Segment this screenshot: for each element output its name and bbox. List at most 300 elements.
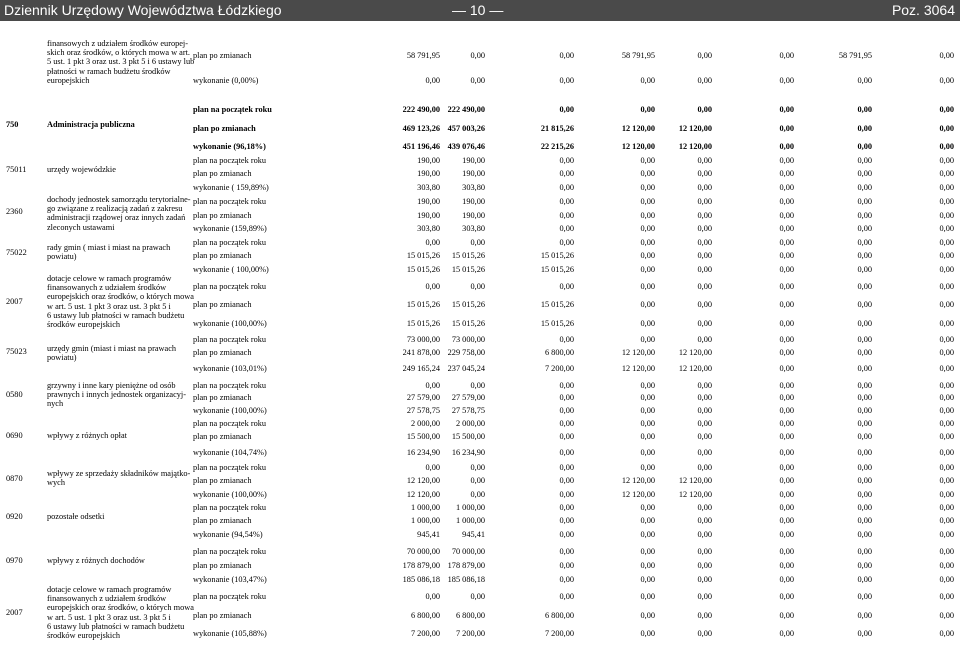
row-value: 0,00 <box>640 516 655 525</box>
row-value: 0,00 <box>697 575 712 584</box>
section-name-line: Administracja publiczna <box>47 120 135 129</box>
row-value: 15 015,26 <box>451 251 485 260</box>
row-value: 0,00 <box>779 251 794 260</box>
row-value: 222 490,00 <box>447 105 485 114</box>
row-value: 0,00 <box>857 224 872 233</box>
row-value: 0,00 <box>779 51 794 60</box>
row-value: 469 123,26 <box>402 124 440 133</box>
row-value: 0,00 <box>779 197 794 206</box>
row-value: 0,00 <box>559 448 574 457</box>
row-value: 0,00 <box>640 183 655 192</box>
row-value: 0,00 <box>939 124 954 133</box>
page-number: — 10 — <box>452 2 504 18</box>
row-value: 0,00 <box>640 448 655 457</box>
row-value: 0,00 <box>697 406 712 415</box>
row-value: 0,00 <box>559 463 574 472</box>
row-label: plan na początek roku <box>193 238 267 247</box>
section-name-line: go związane z realizacją zadań z zakresu <box>47 204 183 214</box>
row-value: 0,00 <box>559 432 574 441</box>
row-label: wykonanie (105,88%) <box>193 629 267 638</box>
row-value: 0,00 <box>697 561 712 570</box>
section-name-line: europejskich oraz środków, o których mowa <box>47 292 194 302</box>
row-value: 0,00 <box>425 282 440 291</box>
row-value: 0,00 <box>939 575 954 584</box>
row-value: 0,00 <box>857 381 872 390</box>
row-value: 0,00 <box>640 282 655 291</box>
row-value: 190,00 <box>417 156 440 165</box>
row-value: 178 879,00 <box>402 561 440 570</box>
row-label: plan na początek roku <box>193 282 267 291</box>
row-value: 0,00 <box>640 629 655 638</box>
row-label: wykonanie (100,00%) <box>193 319 267 328</box>
row-value: 0,00 <box>857 364 872 373</box>
row-value: 12 120,00 <box>678 142 712 151</box>
row-value: 22 215,26 <box>540 142 574 151</box>
position-number: Poz. 3064 <box>891 2 955 18</box>
row-value: 0,00 <box>939 265 954 274</box>
row-value: 0,00 <box>470 490 485 499</box>
row-value: 178 879,00 <box>447 561 485 570</box>
row-label: plan na początek roku <box>193 592 267 601</box>
row-value: 0,00 <box>559 406 574 415</box>
section-code: 0690 <box>6 431 23 440</box>
row-value: 0,00 <box>559 335 574 344</box>
row-value: 0,00 <box>939 335 954 344</box>
row-value: 0,00 <box>559 76 574 85</box>
row-value: 12 120,00 <box>678 490 712 499</box>
row-value: 0,00 <box>857 169 872 178</box>
row-value: 0,00 <box>857 251 872 260</box>
row-value: 12 120,00 <box>621 364 655 373</box>
section-code: 2360 <box>6 207 23 216</box>
row-value: 27 578,75 <box>451 406 485 415</box>
row-label: plan po zmianach <box>193 561 252 570</box>
row-value: 15 015,26 <box>451 265 485 274</box>
row-value: 0,00 <box>697 448 712 457</box>
row-value: 190,00 <box>417 169 440 178</box>
row-value: 12 120,00 <box>406 476 440 485</box>
row-label: wykonanie (94,54%) <box>193 530 263 539</box>
row-value: 0,00 <box>939 547 954 556</box>
row-value: 0,00 <box>697 432 712 441</box>
row-value: 0,00 <box>939 364 954 373</box>
row-value: 0,00 <box>779 335 794 344</box>
row-value: 0,00 <box>779 381 794 390</box>
row-value: 303,80 <box>417 183 440 192</box>
row-value: 0,00 <box>779 183 794 192</box>
row-value: 0,00 <box>779 419 794 428</box>
row-label: plan po zmianach <box>193 393 252 402</box>
page-header <box>0 0 960 21</box>
row-label: wykonanie (104,74%) <box>193 448 267 457</box>
section-code: 750 <box>6 120 19 129</box>
section-name-line: powiatu) <box>47 252 77 262</box>
row-value: 0,00 <box>779 592 794 601</box>
row-value: 0,00 <box>857 319 872 328</box>
row-value: 0,00 <box>559 211 574 220</box>
row-value: 0,00 <box>697 516 712 525</box>
row-label: wykonanie (103,01%) <box>193 364 267 373</box>
section-name-line: wpływy z różnych dochodów <box>47 556 145 565</box>
row-value: 0,00 <box>697 335 712 344</box>
row-value: 0,00 <box>640 530 655 539</box>
row-value: 0,00 <box>697 265 712 274</box>
row-value: 0,00 <box>939 490 954 499</box>
row-value: 190,00 <box>462 156 485 165</box>
row-value: 0,00 <box>697 592 712 601</box>
row-value: 0,00 <box>939 516 954 525</box>
row-value: 0,00 <box>779 238 794 247</box>
row-value: 0,00 <box>939 224 954 233</box>
section-name-line: 6 ustawy lub płatności w ramach budżetu <box>47 621 185 631</box>
section-name-line: wpływy ze sprzedaży składników majątko- <box>47 469 191 478</box>
row-value: 0,00 <box>939 319 954 328</box>
row-value: 0,00 <box>939 611 954 620</box>
row-value: 0,00 <box>857 282 872 291</box>
section-name-line: dotacje celowe w ramach programów <box>47 585 172 594</box>
row-value: 0,00 <box>697 76 712 85</box>
row-value: 58 791,95 <box>621 51 655 60</box>
row-label: wykonanie (159,89%) <box>193 224 267 233</box>
row-label: plan na początek roku <box>193 381 267 390</box>
row-value: 0,00 <box>697 611 712 620</box>
row-value: 0,00 <box>425 76 440 85</box>
row-value: 0,00 <box>640 575 655 584</box>
row-label: wykonanie ( 159,89%) <box>193 183 269 192</box>
row-value: 0,00 <box>559 419 574 428</box>
row-value: 0,00 <box>857 530 872 539</box>
row-value: 0,00 <box>939 211 954 220</box>
section-code: 75011 <box>6 165 27 174</box>
section-name-line: powiatu) <box>47 353 77 363</box>
section-name-line: wych <box>47 478 65 488</box>
row-value: 0,00 <box>697 629 712 638</box>
row-value: 0,00 <box>559 224 574 233</box>
row-value: 0,00 <box>779 490 794 499</box>
row-value: 0,00 <box>470 282 485 291</box>
row-value: 7 200,00 <box>544 364 574 373</box>
row-value: 2 000,00 <box>455 419 485 428</box>
row-label: plan na początek roku <box>193 105 272 114</box>
row-value: 0,00 <box>559 490 574 499</box>
row-value: 0,00 <box>697 393 712 402</box>
section-name-line: dotacje celowe w ramach programów <box>47 274 172 283</box>
row-value: 0,00 <box>939 393 954 402</box>
row-value: 451 196,46 <box>402 142 440 151</box>
row-value: 12 120,00 <box>406 490 440 499</box>
row-value: 0,00 <box>559 592 574 601</box>
row-label: plan po zmianach <box>193 169 252 178</box>
row-value: 0,00 <box>939 348 954 357</box>
row-value: 0,00 <box>857 516 872 525</box>
row-label: wykonanie (100,00%) <box>193 490 267 499</box>
section-name-line: płatności w ramach budżetu środków <box>47 66 171 76</box>
row-value: 0,00 <box>939 592 954 601</box>
row-label: plan po zmianach <box>193 51 252 60</box>
row-value: 0,00 <box>640 561 655 570</box>
section-code: 75023 <box>6 347 27 356</box>
row-value: 0,00 <box>425 463 440 472</box>
row-value: 0,00 <box>779 124 794 133</box>
row-value: 0,00 <box>939 629 954 638</box>
row-value: 27 579,00 <box>406 393 440 402</box>
row-label: plan na początek roku <box>193 419 267 428</box>
row-value: 0,00 <box>779 364 794 373</box>
row-value: 0,00 <box>697 251 712 260</box>
section-name-line: urzędy gmin (miast i miast na prawach <box>47 344 177 353</box>
row-value: 0,00 <box>640 224 655 233</box>
row-value: 0,00 <box>470 476 485 485</box>
row-value: 27 578,75 <box>406 406 440 415</box>
row-value: 21 815,26 <box>540 124 574 133</box>
row-value: 0,00 <box>779 516 794 525</box>
row-value: 0,00 <box>559 516 574 525</box>
row-value: 0,00 <box>697 530 712 539</box>
row-value: 15 015,26 <box>451 319 485 328</box>
row-value: 0,00 <box>779 611 794 620</box>
row-value: 0,00 <box>640 432 655 441</box>
row-label: plan na początek roku <box>193 463 267 472</box>
section-name-line: 5 ust. 1 pkt 3 oraz ust. 3 pkt 5 i 6 ustawy lub <box>47 57 195 67</box>
row-value: 0,00 <box>779 105 794 114</box>
section-name-line: nych <box>47 399 64 409</box>
section-name-line: prawnych i innych jednostek organizacyj- <box>47 390 187 400</box>
row-value: 0,00 <box>779 629 794 638</box>
row-value: 73 000,00 <box>451 335 485 344</box>
row-label: plan na początek roku <box>193 197 267 206</box>
row-value: 0,00 <box>559 105 574 114</box>
row-label: wykonanie ( 100,00%) <box>193 265 269 274</box>
row-value: 0,00 <box>779 503 794 512</box>
section-name-line: 6 ustawy lub płatności w ramach budżetu <box>47 310 185 320</box>
row-value: 12 120,00 <box>678 124 712 133</box>
row-value: 0,00 <box>857 105 872 114</box>
row-value: 0,00 <box>857 476 872 485</box>
section-name-line: finansowych z udziałem środków europej- <box>47 39 189 48</box>
section-code: 0580 <box>6 390 23 399</box>
row-label: plan na początek roku <box>193 547 267 556</box>
row-value: 0,00 <box>779 432 794 441</box>
row-value: 0,00 <box>857 463 872 472</box>
row-value: 0,00 <box>857 575 872 584</box>
row-label: plan na początek roku <box>193 335 267 344</box>
row-value: 16 234,90 <box>406 448 440 457</box>
row-value: 0,00 <box>857 561 872 570</box>
row-value: 0,00 <box>640 105 655 114</box>
row-value: 15 015,26 <box>406 300 440 309</box>
row-value: 0,00 <box>470 463 485 472</box>
row-value: 0,00 <box>857 142 872 151</box>
row-value: 0,00 <box>939 300 954 309</box>
row-value: 0,00 <box>697 105 712 114</box>
row-label: plan po zmianach <box>193 476 252 485</box>
row-value: 0,00 <box>697 381 712 390</box>
row-value: 15 015,26 <box>540 265 574 274</box>
row-value: 0,00 <box>559 51 574 60</box>
row-value: 0,00 <box>697 197 712 206</box>
row-value: 0,00 <box>697 156 712 165</box>
section-name-line: skich oraz środków, o których mowa w art. <box>47 48 191 58</box>
row-value: 439 076,46 <box>447 142 485 151</box>
row-value: 12 120,00 <box>678 348 712 357</box>
row-value: 0,00 <box>425 381 440 390</box>
row-value: 0,00 <box>939 251 954 260</box>
row-value: 0,00 <box>640 169 655 178</box>
row-value: 0,00 <box>857 393 872 402</box>
row-value: 0,00 <box>857 419 872 428</box>
row-value: 0,00 <box>640 611 655 620</box>
row-value: 185 086,18 <box>402 575 440 584</box>
row-value: 0,00 <box>470 381 485 390</box>
row-value: 0,00 <box>939 503 954 512</box>
row-value: 15 015,26 <box>540 319 574 328</box>
row-label: plan po zmianach <box>193 348 252 357</box>
row-value: 0,00 <box>779 476 794 485</box>
row-value: 0,00 <box>697 169 712 178</box>
row-value: 70 000,00 <box>406 547 440 556</box>
row-value: 0,00 <box>857 156 872 165</box>
row-value: 0,00 <box>779 224 794 233</box>
row-value: 7 200,00 <box>544 629 574 638</box>
row-label: plan po zmianach <box>193 300 252 309</box>
row-value: 0,00 <box>779 319 794 328</box>
row-value: 58 791,95 <box>838 51 872 60</box>
row-value: 12 120,00 <box>621 348 655 357</box>
row-value: 0,00 <box>857 503 872 512</box>
section-code: 2007 <box>6 608 23 617</box>
row-value: 0,00 <box>857 629 872 638</box>
row-value: 0,00 <box>470 592 485 601</box>
row-value: 0,00 <box>640 265 655 274</box>
row-value: 0,00 <box>640 406 655 415</box>
row-value: 0,00 <box>779 463 794 472</box>
row-value: 0,00 <box>857 238 872 247</box>
row-value: 0,00 <box>939 197 954 206</box>
row-value: 0,00 <box>779 211 794 220</box>
row-value: 6 800,00 <box>544 348 574 357</box>
row-value: 0,00 <box>559 282 574 291</box>
row-label: wykonanie (100,00%) <box>193 406 267 415</box>
row-value: 0,00 <box>559 503 574 512</box>
row-value: 0,00 <box>697 238 712 247</box>
row-value: 16 234,90 <box>451 448 485 457</box>
row-value: 190,00 <box>417 197 440 206</box>
row-value: 0,00 <box>779 265 794 274</box>
row-value: 0,00 <box>559 156 574 165</box>
row-value: 303,80 <box>417 224 440 233</box>
row-value: 190,00 <box>462 169 485 178</box>
row-label: plan po zmianach <box>193 211 252 220</box>
row-value: 0,00 <box>559 169 574 178</box>
row-value: 0,00 <box>939 530 954 539</box>
row-value: 0,00 <box>939 76 954 85</box>
row-value: 0,00 <box>697 547 712 556</box>
row-value: 0,00 <box>939 406 954 415</box>
row-value: 7 200,00 <box>410 629 440 638</box>
row-value: 0,00 <box>697 282 712 291</box>
row-value: 0,00 <box>470 51 485 60</box>
row-value: 0,00 <box>857 547 872 556</box>
row-label: wykonanie (103,47%) <box>193 575 267 584</box>
row-value: 0,00 <box>640 300 655 309</box>
row-value: 0,00 <box>939 419 954 428</box>
row-value: 0,00 <box>779 300 794 309</box>
row-value: 0,00 <box>857 265 872 274</box>
row-value: 0,00 <box>857 183 872 192</box>
row-value: 0,00 <box>640 197 655 206</box>
row-value: 0,00 <box>939 142 954 151</box>
row-value: 0,00 <box>697 211 712 220</box>
row-value: 15 015,26 <box>406 251 440 260</box>
row-value: 0,00 <box>697 503 712 512</box>
row-value: 0,00 <box>559 547 574 556</box>
section-name-line: środków europejskich <box>47 631 121 640</box>
row-value: 27 579,00 <box>451 393 485 402</box>
row-value: 945,41 <box>462 530 485 539</box>
row-value: 0,00 <box>640 547 655 556</box>
row-value: 0,00 <box>779 142 794 151</box>
row-value: 0,00 <box>939 183 954 192</box>
row-value: 0,00 <box>939 105 954 114</box>
row-value: 303,80 <box>462 224 485 233</box>
section-name-line: pozostałe odsetki <box>47 512 105 521</box>
row-value: 0,00 <box>857 76 872 85</box>
section-name-line: administracji rządowej oraz innych zadań <box>47 213 186 223</box>
section-name-line: grzywny i inne kary pieniężne od osób <box>47 381 176 390</box>
row-value: 0,00 <box>857 197 872 206</box>
row-value: 0,00 <box>640 76 655 85</box>
row-value: 12 120,00 <box>621 142 655 151</box>
row-value: 12 120,00 <box>621 124 655 133</box>
row-value: 0,00 <box>857 124 872 133</box>
row-value: 0,00 <box>857 611 872 620</box>
row-value: 0,00 <box>470 238 485 247</box>
section-code: 0920 <box>6 512 23 521</box>
row-value: 0,00 <box>640 393 655 402</box>
row-value: 0,00 <box>939 169 954 178</box>
section-code: 0870 <box>6 474 23 483</box>
row-value: 0,00 <box>559 197 574 206</box>
row-value: 0,00 <box>857 348 872 357</box>
section-code: 0970 <box>6 556 23 565</box>
row-label: plan po zmianach <box>193 432 252 441</box>
row-value: 0,00 <box>857 432 872 441</box>
row-value: 0,00 <box>939 51 954 60</box>
row-value: 6 800,00 <box>455 611 485 620</box>
row-value: 0,00 <box>559 393 574 402</box>
row-value: 222 490,00 <box>402 105 440 114</box>
row-value: 12 120,00 <box>621 476 655 485</box>
row-value: 0,00 <box>697 300 712 309</box>
row-value: 0,00 <box>779 530 794 539</box>
row-value: 0,00 <box>939 282 954 291</box>
row-value: 0,00 <box>697 419 712 428</box>
row-label: plan po zmianach <box>193 124 256 133</box>
row-value: 945,41 <box>417 530 440 539</box>
section-name-line: urzędy wojewódzkie <box>47 165 116 174</box>
row-value: 15 015,26 <box>540 300 574 309</box>
row-value: 15 015,26 <box>406 319 440 328</box>
row-value: 0,00 <box>559 575 574 584</box>
section-name-line: europejskich oraz środków, o których mowa <box>47 603 194 613</box>
row-value: 0,00 <box>640 463 655 472</box>
row-value: 0,00 <box>857 406 872 415</box>
row-value: 15 015,26 <box>451 300 485 309</box>
section-code: 75022 <box>6 248 27 257</box>
row-value: 0,00 <box>697 183 712 192</box>
row-value: 7 200,00 <box>455 629 485 638</box>
row-value: 0,00 <box>939 463 954 472</box>
